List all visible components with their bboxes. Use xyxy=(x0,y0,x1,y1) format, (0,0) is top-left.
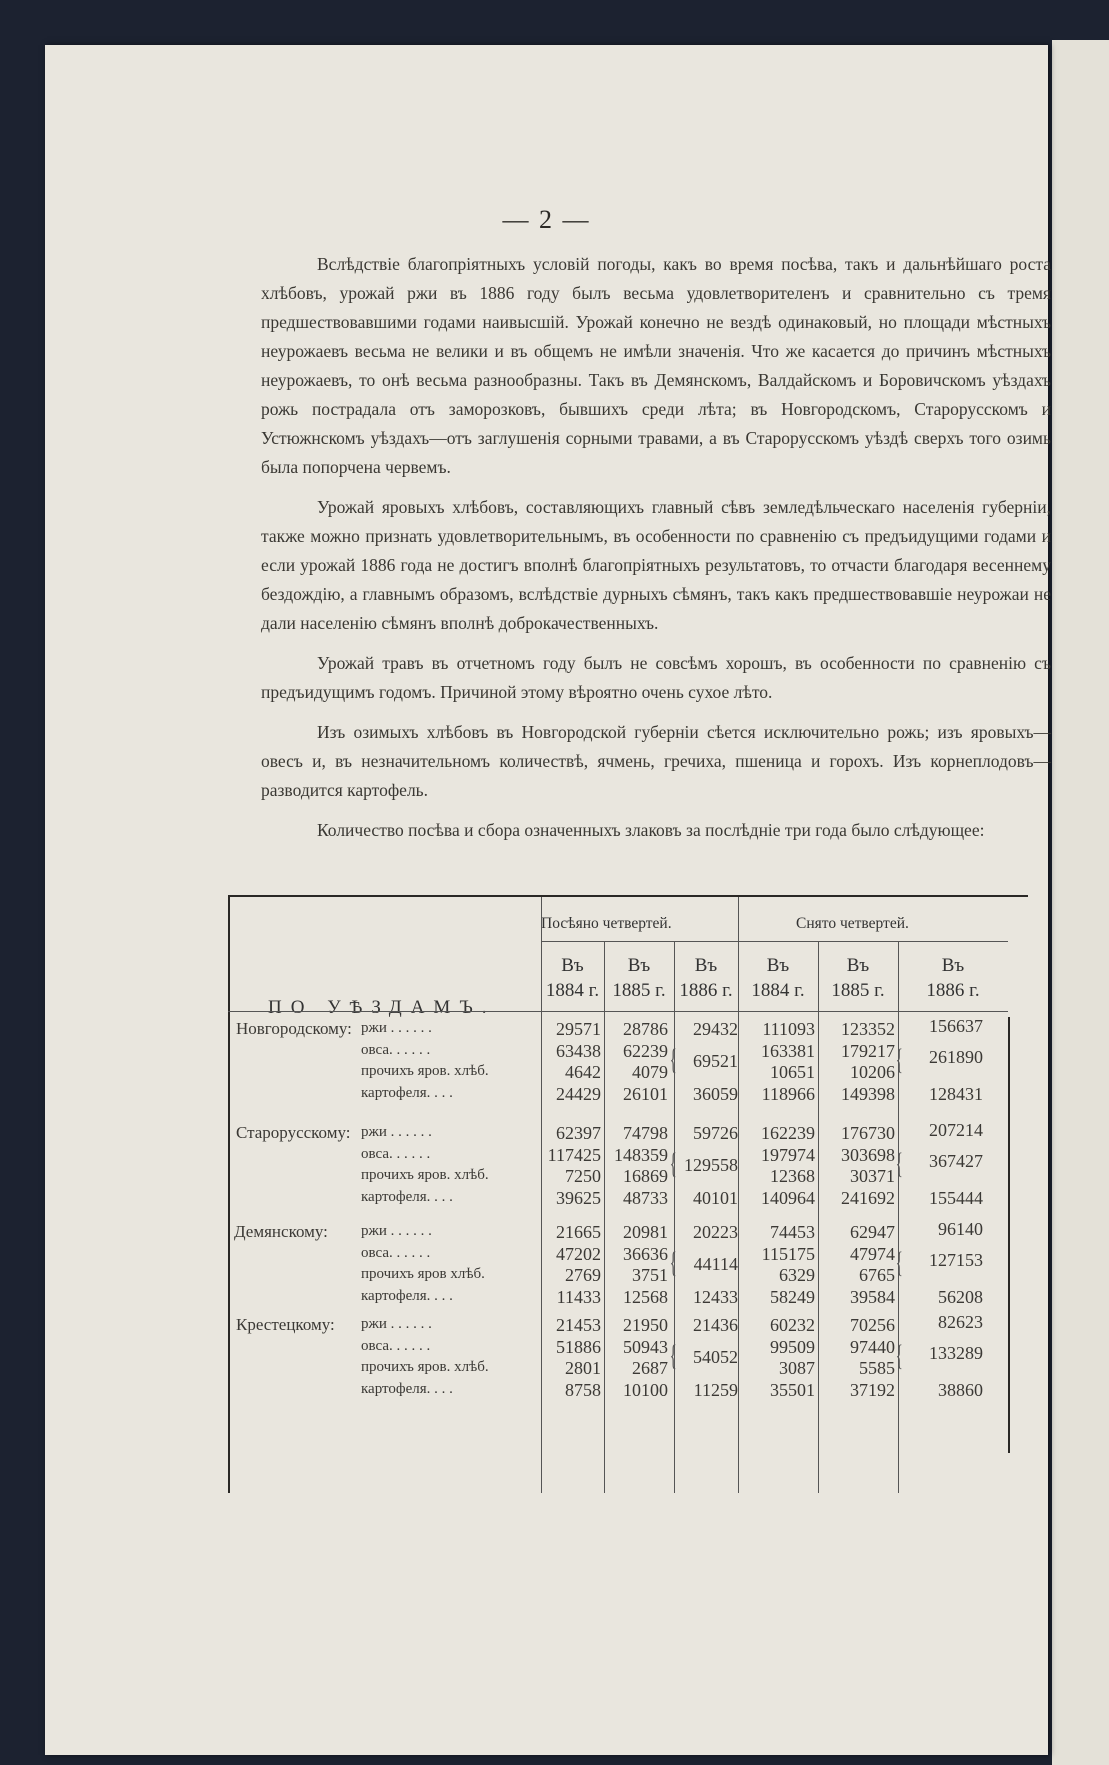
table-cell: 36059 xyxy=(693,1083,738,1104)
brace-mark: { xyxy=(669,1042,677,1076)
crop-label: картофеля. . . . xyxy=(361,1188,453,1205)
year-header xyxy=(818,953,898,1003)
table-cell: 117425 xyxy=(547,1144,601,1165)
table-cell: 6329 xyxy=(779,1265,815,1285)
year-value: 1884 г. xyxy=(545,980,600,1001)
table-cell: 21453 xyxy=(556,1315,601,1335)
table-cell: 4642 xyxy=(565,1062,601,1082)
table-cell: 26101 xyxy=(623,1083,668,1104)
table-cell: 29432 xyxy=(693,1019,738,1039)
table-cell: 74798 xyxy=(623,1123,668,1143)
table-cell: 51886 xyxy=(556,1336,601,1357)
table-cell: 62397 xyxy=(556,1123,601,1143)
table-cell: 3087 xyxy=(779,1358,815,1378)
table-cell: 70256 xyxy=(850,1315,895,1335)
table-cell: 29571 xyxy=(556,1019,601,1039)
table-cell: 39625 xyxy=(556,1187,601,1208)
table-cell: 149398 xyxy=(841,1083,895,1104)
harvest-table xyxy=(228,895,1028,1493)
table-cell: 4079 xyxy=(632,1062,668,1082)
year-value: 1884 г. xyxy=(751,980,805,1001)
brace-mark: { xyxy=(669,1245,677,1279)
table-border-left xyxy=(228,897,230,1493)
table-cell: 3751 xyxy=(632,1265,668,1285)
table-cell: 16869 xyxy=(623,1166,668,1186)
year-header xyxy=(898,953,1008,1003)
table-cell: 303698 xyxy=(841,1144,895,1165)
crop-label: овса. . . . . . xyxy=(361,1041,431,1058)
year-prefix: Въ xyxy=(627,955,651,976)
merged-harvest-1886: 261890 xyxy=(929,1047,983,1068)
crop-label: прочихъ яров. хлѣб. xyxy=(361,1359,489,1375)
crop-label: ржи . . . . . . xyxy=(361,1124,432,1140)
merged-harvest-1886: 133289 xyxy=(929,1343,983,1364)
table-cell: 21950 xyxy=(623,1315,668,1335)
table-cell: 38860 xyxy=(938,1379,983,1400)
year-prefix: Въ xyxy=(561,955,584,976)
header-bottom-rule xyxy=(228,1011,1008,1012)
district-name: Старорусскому: xyxy=(236,1123,351,1142)
brace-mark: { xyxy=(895,1245,903,1279)
table-cell: 48733 xyxy=(623,1187,668,1208)
table-cell: 163381 xyxy=(761,1040,815,1061)
crop-label: прочихъ яров. хлѣб. xyxy=(361,1167,489,1183)
row-header: ПО УѢЗДАМЪ. xyxy=(268,997,496,1018)
crop-label: прочихъ яров хлѣб. xyxy=(361,1266,485,1282)
paragraph: Изъ озимыхъ хлѣбовъ въ Новгородской губерніи сѣется исключительно рожь; изъ яровыхъ—овесъ и, въ незначительномъ количествѣ, ячмень, гречиха, пшеница и горохъ. Изъ корнеплодовъ—разводится картофель. xyxy=(261,722,1051,800)
table-cell: 56208 xyxy=(938,1286,983,1307)
table-cell: 36636 xyxy=(623,1243,668,1264)
adjacent-page-edge xyxy=(1052,40,1109,1765)
table-border-right xyxy=(1008,1017,1010,1453)
table-cell: 118966 xyxy=(761,1083,815,1104)
group-harvested-header: Снято четвертей. xyxy=(796,915,909,932)
table-cell: 47202 xyxy=(556,1243,601,1264)
page-number: — 2 — xyxy=(502,205,591,234)
paragraph: Количество посѣва и сбора означенныхъ злаковъ за послѣдніе три года было слѣдующее: xyxy=(317,820,985,840)
year-prefix: Въ xyxy=(846,955,870,976)
crop-label: овса. . . . . . xyxy=(361,1337,431,1354)
table-cell: 140964 xyxy=(761,1187,815,1208)
table-cell: 197974 xyxy=(761,1144,815,1165)
table-cell: 11433 xyxy=(556,1286,601,1307)
table-cell: 37192 xyxy=(850,1379,895,1400)
table-cell: 10100 xyxy=(623,1379,668,1400)
table-cell: 20981 xyxy=(623,1222,668,1242)
paragraph: Урожай травъ въ отчетномъ году былъ не совсѣмъ хорошъ, въ особенности по сравненію съ предъидущимъ годомъ. Причиной этому вѣроятно очень сухое лѣто. xyxy=(261,653,1051,702)
brace-mark: { xyxy=(895,1146,903,1180)
table-cell: 8758 xyxy=(565,1379,601,1400)
crop-label: овса. . . . . . xyxy=(361,1244,431,1261)
table-cell: 148359 xyxy=(614,1144,668,1165)
year-prefix: Въ xyxy=(694,955,718,976)
table-cell: 11259 xyxy=(693,1379,738,1400)
table-cell: 62947 xyxy=(850,1222,895,1242)
table-cell: 12368 xyxy=(770,1166,815,1186)
table-cell: 10206 xyxy=(850,1062,895,1082)
table-cell: 128431 xyxy=(929,1083,983,1104)
table-cell: 30371 xyxy=(850,1166,895,1186)
crop-label: картофеля. . . . xyxy=(361,1084,453,1101)
table-cell: 5585 xyxy=(859,1358,895,1378)
district-name: Крестецкому: xyxy=(236,1315,335,1334)
year-header xyxy=(604,953,674,1003)
merged-sown-1886: 44114 xyxy=(693,1254,738,1275)
table-cell: 82623 xyxy=(938,1312,983,1332)
table-cell: 35501 xyxy=(770,1379,815,1400)
year-value: 1886 г. xyxy=(926,980,980,1001)
district-name: Новгородскому: xyxy=(236,1019,352,1038)
table-cell: 2801 xyxy=(565,1358,601,1378)
column-divider xyxy=(818,941,819,1493)
merged-sown-1886: 129558 xyxy=(684,1155,738,1176)
brace-mark: { xyxy=(669,1338,677,1372)
table-cell: 24429 xyxy=(556,1083,601,1104)
table-cell: 207214 xyxy=(929,1120,983,1140)
table-cell: 179217 xyxy=(841,1040,895,1061)
table-cell: 176730 xyxy=(841,1123,895,1143)
year-header xyxy=(674,953,738,1003)
year-value: 1886 г. xyxy=(679,980,733,1001)
table-cell: 123352 xyxy=(841,1019,895,1039)
crop-label: ржи . . . . . . xyxy=(361,1020,432,1036)
table-cell: 2769 xyxy=(565,1265,601,1285)
crop-label: ржи . . . . . . xyxy=(361,1316,432,1332)
group-sown-header: Посѣяно четвертей. xyxy=(541,915,672,932)
table-cell: 156637 xyxy=(929,1016,983,1036)
table-cell: 62239 xyxy=(623,1040,668,1061)
table-cell: 6765 xyxy=(859,1265,895,1285)
merged-sown-1886: 54052 xyxy=(693,1347,738,1368)
table-cell: 10651 xyxy=(770,1062,815,1082)
year-value: 1885 г. xyxy=(612,980,666,1001)
paragraph: Урожай яровыхъ хлѣбовъ, составляющихъ главный сѣвъ земледѣльческаго населенія губерніи, также можно признать удовлетворительнымъ, въ особенности по сравненію съ предъидущими годами и если урожай 1886 года не достигъ вполнѣ благопріятныхъ результатовъ, то отчасти благодаря весеннему бездождію, а главнымъ образомъ, вслѣдствіе дурныхъ сѣмянъ, такъ какъ предшествовавшіе неурожаи не дали населенію сѣмянъ вполнѣ доброкачественныхъ. xyxy=(261,497,1051,633)
group-underline xyxy=(541,941,1008,942)
document-page xyxy=(45,45,1051,1755)
crop-label: картофеля. . . . xyxy=(361,1287,453,1304)
table-cell: 155444 xyxy=(929,1187,983,1208)
table-cell: 47974 xyxy=(850,1243,895,1264)
crop-label: прочихъ яров. хлѣб. xyxy=(361,1063,489,1079)
brace-mark: { xyxy=(669,1146,677,1180)
column-divider xyxy=(674,941,675,1493)
table-cell: 63438 xyxy=(556,1040,601,1061)
table-cell: 7250 xyxy=(565,1166,601,1186)
year-prefix: Въ xyxy=(941,955,965,976)
table-cell: 12568 xyxy=(623,1286,668,1307)
crop-label: ржи . . . . . . xyxy=(361,1223,432,1239)
table-cell: 21436 xyxy=(693,1315,738,1335)
table-cell: 39584 xyxy=(850,1286,895,1307)
merged-harvest-1886: 127153 xyxy=(929,1250,983,1271)
brace-mark: { xyxy=(895,1338,903,1372)
column-divider xyxy=(604,941,605,1493)
table-cell: 50943 xyxy=(623,1336,668,1357)
year-value: 1885 г. xyxy=(831,980,885,1001)
table-cell: 96140 xyxy=(938,1219,983,1239)
brace-mark: { xyxy=(895,1042,903,1076)
table-cell: 40101 xyxy=(693,1187,738,1208)
body-text xyxy=(261,250,1051,856)
table-cell: 111093 xyxy=(762,1019,815,1039)
table-cell: 97440 xyxy=(850,1336,895,1357)
table-cell: 20223 xyxy=(693,1222,738,1242)
table-cell: 74453 xyxy=(770,1222,815,1242)
table-cell: 60232 xyxy=(770,1315,815,1335)
table-cell: 28786 xyxy=(623,1019,668,1039)
table-cell: 58249 xyxy=(770,1286,815,1307)
crop-label: овса. . . . . . xyxy=(361,1145,431,1162)
column-divider xyxy=(898,941,899,1493)
table-cell: 12433 xyxy=(693,1286,738,1307)
table-cell: 59726 xyxy=(693,1123,738,1143)
merged-harvest-1886: 367427 xyxy=(929,1151,983,1172)
table-cell: 241692 xyxy=(841,1187,895,1208)
year-header xyxy=(738,953,818,1003)
table-cell: 2687 xyxy=(632,1358,668,1378)
crop-label: картофеля. . . . xyxy=(361,1380,453,1397)
table-cell: 99509 xyxy=(770,1336,815,1357)
year-prefix: Въ xyxy=(766,955,790,976)
table-cell: 115175 xyxy=(761,1243,815,1264)
paragraph: Вслѣдствіе благопріятныхъ условій погоды, какъ во время посѣва, такъ и дальнѣйшаго роста хлѣбовъ, урожай ржи въ 1886 году былъ весьма удовлетворителенъ и сравнительно съ тремя предшествовавшими годами наивысшій. Урожай конечно не вездѣ одинаковый, но площади мѣстныхъ неурожаевъ весьма не велики и въ общемъ не имѣли значенія. Что же касается до причинъ мѣстныхъ неурожаевъ, то онѣ весьма разнообразны. Такъ въ Демянскомъ, Валдайскомъ и Боровичскомъ уѣздахъ рожь пострадала отъ заморозковъ, бывшихъ среди лѣта; въ Новгородскомъ, Старорусскомъ и Устюжнскомъ уѣздахъ—отъ заглушенія сорными травами, а въ Старорусскомъ уѣздѣ сверхъ того озимь была попорчена червемъ. xyxy=(261,254,1051,477)
table-cell: 162239 xyxy=(761,1123,815,1143)
district-name: Демянскому: xyxy=(234,1222,328,1241)
year-header xyxy=(541,953,604,1003)
merged-sown-1886: 69521 xyxy=(693,1051,738,1072)
table-cell: 21665 xyxy=(556,1222,601,1242)
